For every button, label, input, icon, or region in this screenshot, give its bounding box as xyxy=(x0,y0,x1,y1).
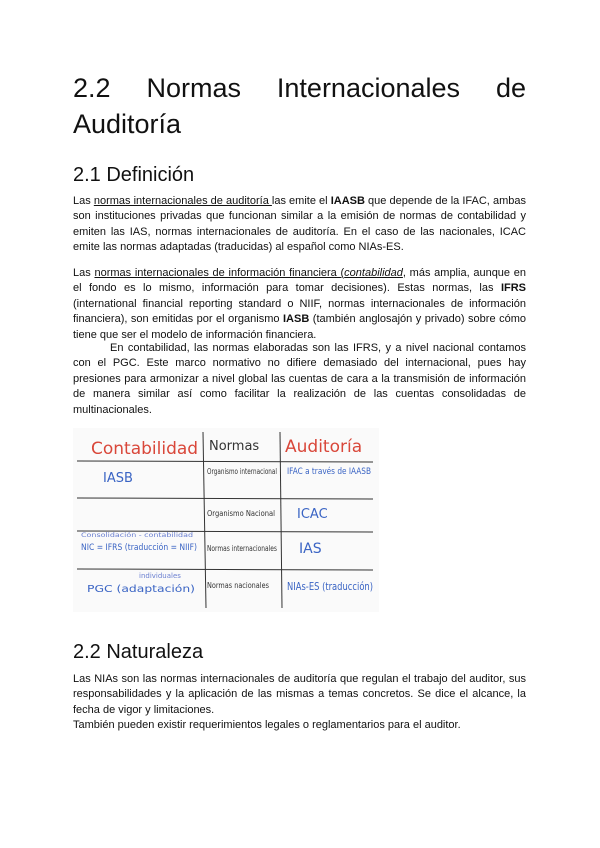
margin-note: Consolidación - contabilidad xyxy=(81,532,194,539)
title-word: Internacionales xyxy=(276,73,461,103)
header-contabilidad: Contabilidad xyxy=(91,439,199,459)
page-title xyxy=(73,70,526,142)
cell: Normas nacionales xyxy=(207,581,269,590)
cell: NIAs-ES (traducción) xyxy=(287,580,373,593)
cell: PGC (adaptación) xyxy=(87,584,175,595)
header-normas: Normas xyxy=(209,439,260,454)
header-auditoria: Auditoría xyxy=(285,437,363,457)
cell: IFAC a través de IAASB xyxy=(287,467,390,477)
cell: Normas internacionales xyxy=(207,544,277,553)
underlined-term: normas internacionales de auditoría xyxy=(93,195,272,207)
cell: Organismo Nacional xyxy=(207,509,275,518)
text-run: Las xyxy=(73,195,94,207)
bold-term: IAASB xyxy=(330,195,365,207)
bold-term: IFRS xyxy=(500,282,526,295)
handwritten-table-image xyxy=(73,428,390,612)
title-line-1 xyxy=(73,70,526,106)
bold-term: IASB xyxy=(282,313,310,326)
paragraph-definicion-1 xyxy=(73,194,526,256)
title-word: Normas xyxy=(146,73,241,103)
cell: IAS xyxy=(299,541,322,557)
paragraph-naturaleza-2: También pueden existir requerimientos legales o reglamentarios para el auditor. xyxy=(73,719,461,731)
title-line-2: Auditoría xyxy=(73,109,182,139)
cell: IASB xyxy=(103,471,133,486)
section-heading-naturaleza: 2.2 Naturaleza xyxy=(73,641,204,663)
title-word: 2.2 xyxy=(73,73,111,103)
italic-term: contabilidad xyxy=(344,267,403,279)
text-run: (también anglosajón y privado) sobre cómo tiene que ser el modelo de información financiera. xyxy=(73,313,526,341)
underlined-term: normas internacionales de información financiera ( xyxy=(94,267,345,279)
paragraph-definicion-2 xyxy=(73,266,526,343)
text-run: , más amplia, aunque en el fondo es lo mismo, información para tomar decisiones). Estas normas, las xyxy=(73,267,526,295)
paragraph-naturaleza-1: Las NIAs son las normas internacionales de auditoría que regulan el trabajo del auditor, sus responsabilidades y la aplicación de las mismas a temas concretos. Se dice el alcance, la fecha de vigor y limitaciones. xyxy=(73,673,526,716)
handwritten-table-svg xyxy=(73,428,390,612)
cell: ICAC xyxy=(297,507,328,522)
text-run: que depende de la IFAC, ambas son instituciones privadas que funcionan similar a la emisión de normas de contabilidad y emiten las IAS, normas internacionales de auditoría. En el caso de las nacionales, ICAC emite las normas adaptadas (traducidas) al español como NIAs-ES. xyxy=(73,195,526,254)
cell: Organismo internacional xyxy=(207,467,277,476)
margin-note: individuales xyxy=(139,572,181,580)
title-word: de xyxy=(495,73,526,103)
text-run: las emite el xyxy=(271,195,331,207)
text-run: (international financial reporting standard o NIIF, normas internacionales de información financiera), son emitidas por el organismo xyxy=(73,297,526,326)
cell: NIC = IFRS (traducción = NIIF) xyxy=(81,543,218,553)
text-run: Las xyxy=(73,267,95,279)
section-heading-definicion: 2.1 Definición xyxy=(73,164,195,186)
paragraph-definicion-3: En contabilidad, las normas elaboradas son las IFRS, y a nivel nacional contamos con el PGC. Este marco normativo no difiere demasiado del internacional, pues hay presiones para armonizar a nivel global las cuentas de cara a la transmisión de información de manera similar así como facilitar la realización de las cuentas consolidadas de multinacionales. xyxy=(73,342,526,416)
